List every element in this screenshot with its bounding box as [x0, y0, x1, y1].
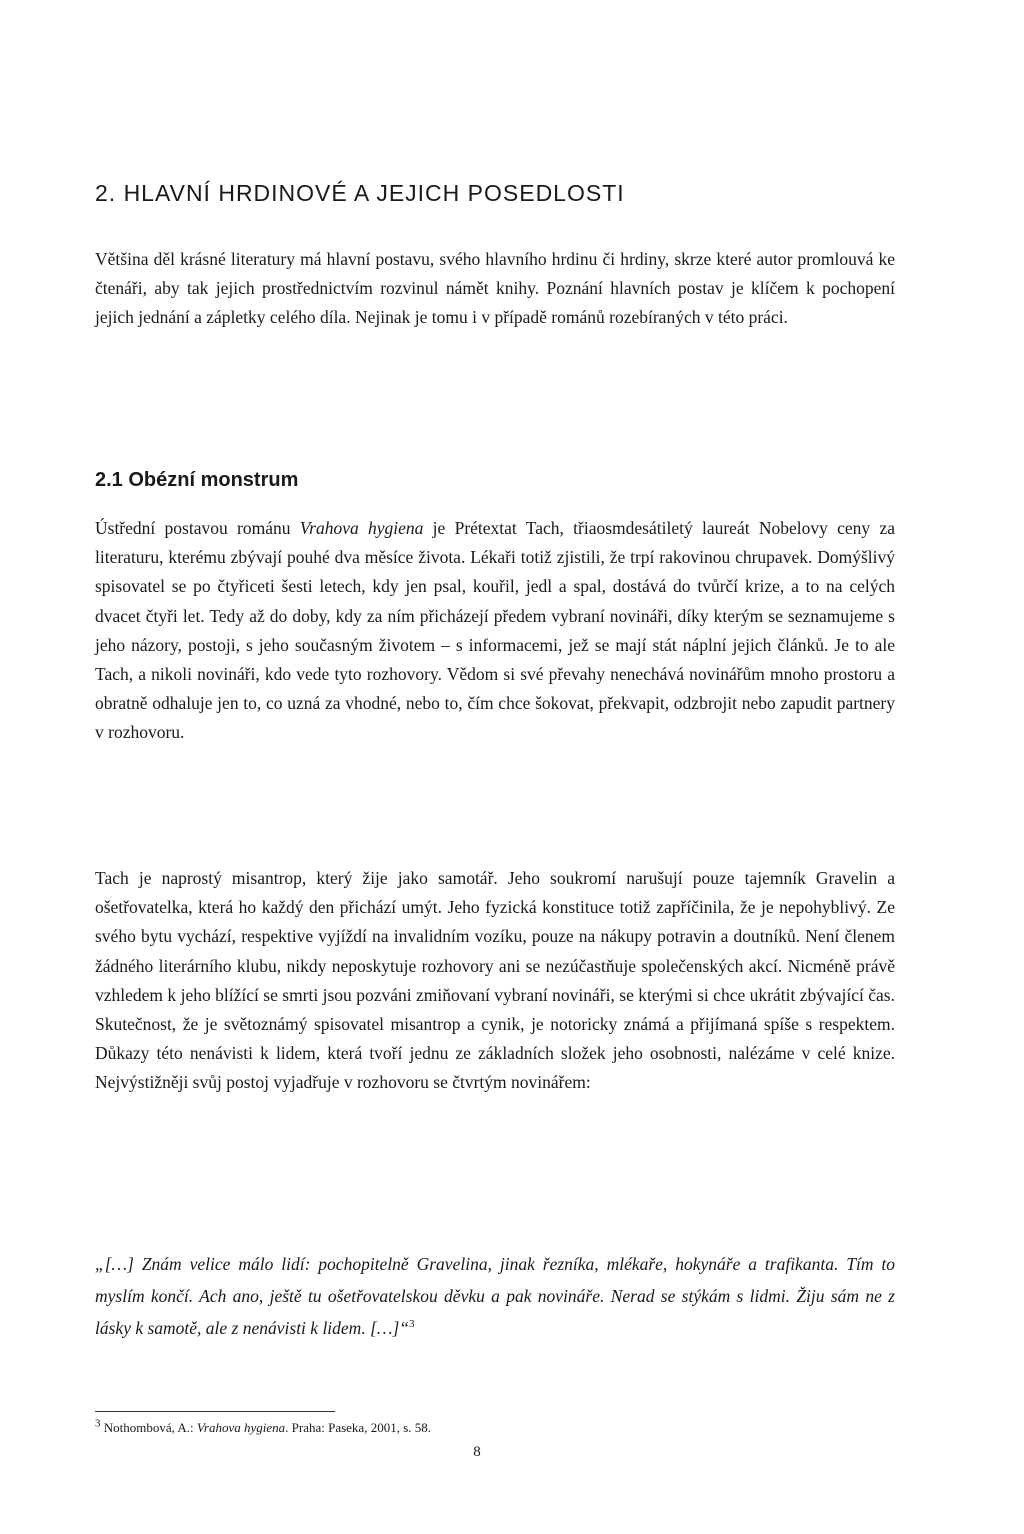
footnote-divider: [95, 1411, 335, 1412]
book-title: Vrahova hygiena: [299, 518, 424, 538]
quote-text: „[…] Znám velice málo lidí: pochopitelně Gravelina, jinak řezníka, mlékaře, hokynáře a trafikanta. Tím to myslím končí. Ach ano, ještě tu ošetřovatelskou děvku a pak novináře. Nerad se stýkám s lidmi. Žiju sám ne z lásky k samotě, ale z nenávisti k lidem. […]“: [95, 1254, 895, 1338]
paragraph-text: je Prétextat Tach, třiaosmdesátiletý laureát Nobelovy ceny za literaturu, kterému zbývají pouhé dva měsíce života. Lékaři totiž zjistili, že trpí rakovinou chrupavek. Domýšlivý spisovatel se po čtyřiceti šesti letech, kdy jen psal, kouřil, jedl a spal, dostává do tvůrčí krize, a to na celých dvacet čtyři let. Tedy až do doby, kdy za ním přicházejí předem vybraní novináři, díky kterým se seznamujeme s jeho názory, postoji, s jeho současným životem – s informacemi, jež se mají stát náplní jejich článků. Je to ale Tach, a nikoli novináři, kdo vede tyto rozhovory. Vědom si své převahy nenechává novinářům mnoho prostoru a obratně odhaluje jen to, co uzná za vhodné, nebo to, čím chce šokovat, překvapit, odzbrojit nebo zapudit partnery v rozhovoru.: [95, 518, 895, 743]
page-number: 8: [473, 1444, 481, 1460]
chapter-heading: 2. HLAVNÍ HRDINOVÉ A JEJICH POSEDLOSTI: [95, 180, 625, 206]
footnote: [95, 1417, 432, 1436]
footnote-reference[interactable]: 3: [408, 1318, 415, 1331]
block-quote: [95, 1248, 895, 1344]
footnote-text: . Praha: Paseka, 2001, s. 58.: [285, 1420, 432, 1435]
chapter-intro-paragraph: Většina děl krásné literatury má hlavní postavu, svého hlavního hrdinu či hrdiny, skrze které autor promlouvá ke čtenáři, aby tak jejich prostřednictvím rozvinul námět knihy. Poznání hlavních postav je klíčem k pochopení jejich jednání a zápletky celého díla. Nejinak je tomu i v případě románů rozebíraných v této práci.: [95, 249, 895, 328]
section-heading: 2.1 Obézní monstrum: [95, 469, 299, 491]
paragraph-text: Ústřední postavou románu: [95, 518, 300, 538]
section-paragraph-1: [95, 514, 895, 748]
footnote-book-title: Vrahova hygiena: [196, 1420, 286, 1435]
footnote-text: Nothombová, A.:: [100, 1420, 197, 1435]
footnote-marker: 3: [95, 1417, 101, 1430]
section-paragraph-2: Tach je naprostý misantrop, který žije jako samotář. Jeho soukromí narušují pouze tajemník Gravelin a ošetřovatelka, která ho každý den přichází umýt. Jeho fyzická konstituce totiž zapříčinila, že je nepohyblivý. Ze svého bytu vychází, respektive vyjíždí na invalidním vozíku, pouze na nákupy potravin a doutníků. Není členem žádného literárního klubu, nikdy neposkytuje rozhovory ani se nezúčastňuje společenských akcí. Nicméně právě vzhledem k jeho blížící se smrti jsou pozváni zmiňovaní vybraní novináři, se kterými si chce ukrátit zbývající čas. Skutečnost, že je světoznámý spisovatel misantrop a cynik, je notoricky známá a přijímaná spíše s respektem. Důkazy této nenávisti k lidem, která tvoří jednu ze základních složek jeho osobnosti, nalézáme v celé knize. Nejvýstižněji svůj postoj vyjadřuje v rozhovoru se čtvrtým novinářem:: [95, 868, 895, 1093]
